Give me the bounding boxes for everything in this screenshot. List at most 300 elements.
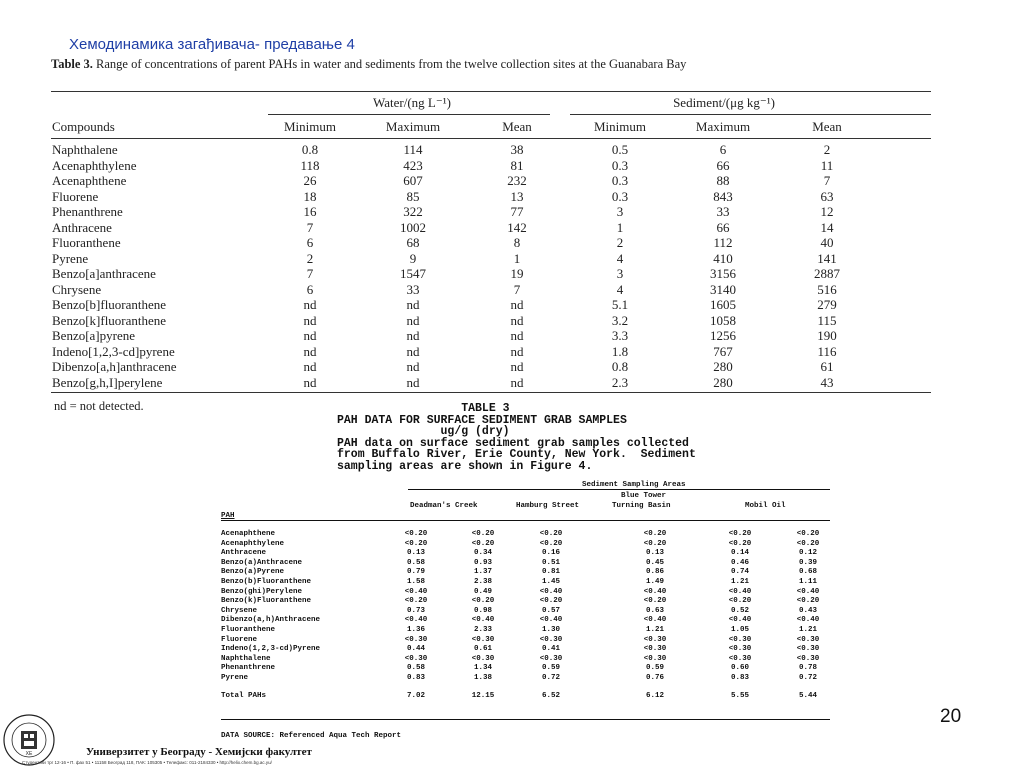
table-cell: 0.68 bbox=[798, 568, 818, 577]
table3-sediment-rule bbox=[570, 114, 931, 115]
table-cell: nd bbox=[303, 359, 317, 374]
table-cell: 68 bbox=[406, 235, 420, 250]
table-cell: 0.49 bbox=[473, 587, 493, 596]
table-cell: 114 bbox=[403, 142, 423, 157]
table-cell: 1 bbox=[513, 250, 521, 266]
table-cell: 0.52 bbox=[730, 606, 750, 615]
table-cell: 1.30 bbox=[541, 626, 561, 634]
table-row bbox=[0, 530, 1024, 540]
pah-name: Benzo(k)Fluoranthene bbox=[221, 597, 312, 606]
table3-header-rule bbox=[51, 138, 931, 139]
table-cell: 0.8 bbox=[611, 359, 629, 374]
buffalo-table-title: TABLE 3 PAH DATA FOR SURFACE SEDIMENT GRAB SAMPLES ug/g (dry) PAH data on surface sediment grab samples collected from Buffalo River, Erie County, New York. Sediment sampling areas are shown in Figure 4. bbox=[337, 402, 696, 473]
pah-name: Naphthalene bbox=[221, 654, 271, 663]
svg-text:ХЕ: ХЕ bbox=[25, 751, 33, 757]
table-cell: <0.20 bbox=[643, 539, 667, 548]
table-cell: <0.30 bbox=[796, 654, 820, 663]
table-cell: 0.3 bbox=[611, 173, 629, 188]
table-cell: 1.37 bbox=[473, 568, 493, 577]
table-cell: 12.15 bbox=[471, 692, 495, 700]
compound-name: Benzo[k]fluoranthene bbox=[52, 312, 167, 328]
table-cell: nd bbox=[406, 374, 420, 390]
pah-name: Fluorene bbox=[221, 635, 258, 644]
compound-name: Phenanthrene bbox=[52, 204, 123, 219]
table-cell: 8 bbox=[513, 235, 521, 250]
table-row bbox=[0, 359, 1024, 375]
table-cell: 0.16 bbox=[541, 549, 561, 558]
compound-name: Pyrene bbox=[52, 250, 89, 266]
table-cell: 4 bbox=[616, 250, 624, 266]
table-cell: 0.72 bbox=[541, 674, 561, 682]
pah-name: Anthracene bbox=[221, 549, 267, 558]
table-cell: 410 bbox=[713, 250, 733, 266]
table-cell: 3.3 bbox=[611, 328, 629, 343]
table-cell: 3 bbox=[616, 204, 624, 219]
table3-water-rule bbox=[268, 114, 550, 115]
table-cell: <0.40 bbox=[471, 616, 495, 625]
table-cell: nd bbox=[406, 297, 420, 312]
table-cell: 2 bbox=[306, 250, 314, 266]
pah-name: Fluoranthene bbox=[221, 626, 276, 634]
table-row bbox=[0, 655, 1024, 665]
table-cell: 1605 bbox=[710, 297, 736, 312]
table-cell: 7 bbox=[513, 281, 521, 297]
table-cell: 1256 bbox=[710, 328, 736, 343]
pah-name: Benzo(ghi)Perylene bbox=[221, 587, 303, 596]
table-cell: 0.86 bbox=[645, 568, 665, 577]
table-cell: 18 bbox=[303, 188, 317, 204]
table-cell: <0.20 bbox=[471, 530, 495, 538]
pah-name: Benzo(a)Pyrene bbox=[221, 568, 285, 577]
table-row bbox=[0, 266, 1024, 282]
table-cell: 607 bbox=[403, 173, 423, 188]
buffalo-group-header: Sediment Sampling Areas bbox=[582, 481, 686, 489]
table-cell: 142 bbox=[507, 219, 527, 235]
pah-name: Acenaphthylene bbox=[221, 539, 285, 548]
table-cell: 33 bbox=[716, 204, 730, 219]
table-cell: 0.3 bbox=[611, 188, 629, 204]
table-cell: <0.30 bbox=[404, 654, 428, 663]
table-cell: <0.20 bbox=[404, 597, 428, 606]
buffalo-site-header: Deadman's Creek bbox=[410, 502, 478, 510]
table-cell: 141 bbox=[817, 250, 837, 266]
pah-name: Acenaphthene bbox=[221, 530, 276, 538]
table-cell: 6 bbox=[306, 281, 314, 297]
table-row bbox=[0, 220, 1024, 236]
table-row bbox=[0, 540, 1024, 550]
page-number: 20 bbox=[940, 706, 962, 727]
table-cell: 11 bbox=[820, 157, 834, 173]
table-cell: 5.1 bbox=[611, 297, 629, 312]
table-cell: <0.20 bbox=[404, 539, 428, 548]
table-cell: 0.45 bbox=[645, 558, 665, 567]
table-row bbox=[0, 645, 1024, 655]
table-row bbox=[0, 588, 1024, 598]
table-row bbox=[0, 189, 1024, 205]
table-cell: <0.20 bbox=[471, 597, 495, 606]
table-cell: 1.21 bbox=[730, 578, 750, 586]
table-row bbox=[0, 297, 1024, 313]
table-cell: <0.20 bbox=[796, 530, 820, 538]
table-row bbox=[0, 204, 1024, 220]
table-cell: 843 bbox=[713, 188, 733, 204]
table-cell: 43 bbox=[820, 374, 834, 390]
table3-bottom-rule bbox=[51, 392, 931, 393]
table-cell: 0.14 bbox=[730, 549, 750, 558]
table-row bbox=[0, 328, 1024, 344]
table-cell: <0.30 bbox=[728, 635, 752, 644]
table-cell: 63 bbox=[820, 188, 834, 204]
table-row bbox=[0, 636, 1024, 646]
table-cell: 0.5 bbox=[611, 142, 629, 157]
table-cell: <0.30 bbox=[404, 635, 428, 644]
table-row bbox=[0, 597, 1024, 607]
table-cell: 116 bbox=[817, 343, 837, 359]
table-cell: 322 bbox=[403, 204, 423, 219]
table3-caption bbox=[51, 57, 686, 72]
table-cell: <0.30 bbox=[728, 654, 752, 663]
table-cell: 0.74 bbox=[730, 568, 750, 577]
table-cell: nd bbox=[510, 328, 524, 343]
table-cell: 0.57 bbox=[541, 606, 561, 615]
table-cell: 0.3 bbox=[611, 157, 629, 173]
table-cell: nd bbox=[510, 343, 524, 359]
table-cell: 232 bbox=[507, 173, 527, 188]
total-row bbox=[0, 692, 1024, 702]
table-cell: 3140 bbox=[710, 281, 736, 297]
table-cell: 423 bbox=[403, 157, 423, 173]
table-cell: 280 bbox=[713, 374, 733, 390]
table-cell: nd bbox=[406, 328, 420, 343]
table-cell: 38 bbox=[510, 142, 524, 157]
table-cell: nd bbox=[303, 374, 317, 390]
buffalo-group-rule bbox=[408, 489, 830, 490]
table-cell: 0.83 bbox=[730, 674, 750, 682]
table-cell: 0.76 bbox=[645, 674, 665, 682]
table-cell: 33 bbox=[406, 281, 420, 297]
table-cell: 6 bbox=[719, 142, 727, 157]
table-row bbox=[0, 664, 1024, 674]
table-cell: 0.13 bbox=[645, 549, 665, 558]
table-cell: 1.8 bbox=[611, 343, 629, 359]
table-cell: 2 bbox=[823, 142, 831, 157]
table-row bbox=[0, 251, 1024, 267]
table3-caption-text: Range of concentrations of parent PAHs in water and sediments from the twelve collection sites at the Guanabara Bay bbox=[92, 57, 687, 71]
buffalo-site-header: Mobil Oil bbox=[745, 502, 786, 510]
table-cell: 66 bbox=[716, 219, 730, 235]
table-cell: 6.12 bbox=[645, 692, 665, 700]
table-cell: <0.40 bbox=[539, 616, 563, 625]
table-row bbox=[0, 313, 1024, 329]
table-row bbox=[0, 235, 1024, 251]
table-cell: <0.40 bbox=[643, 616, 667, 625]
table-cell: 2.33 bbox=[473, 626, 493, 634]
compound-name: Chrysene bbox=[52, 281, 102, 297]
table-cell: <0.40 bbox=[796, 616, 820, 625]
table-cell: 0.8 bbox=[301, 142, 319, 157]
table-cell: 115 bbox=[817, 312, 837, 328]
compound-name: Benzo[a]anthracene bbox=[52, 266, 156, 281]
table-cell: 767 bbox=[713, 343, 733, 359]
table-row bbox=[0, 568, 1024, 578]
buffalo-bottom-rule bbox=[221, 719, 830, 720]
table-cell: 13 bbox=[510, 188, 524, 204]
table-cell: 1.21 bbox=[798, 626, 818, 634]
pah-name: Phenanthrene bbox=[221, 664, 276, 673]
table-cell: <0.20 bbox=[728, 530, 752, 538]
table-cell: 85 bbox=[406, 188, 420, 204]
buffalo-header-rule bbox=[221, 520, 830, 521]
pah-name: Dibenzo(a,h)Anthracene bbox=[221, 616, 321, 625]
buffalo-site-header: Hamburg Street bbox=[516, 502, 580, 510]
table-cell: nd bbox=[510, 312, 524, 328]
table-cell: 6.52 bbox=[541, 692, 561, 700]
table-cell: 0.72 bbox=[798, 674, 818, 682]
table-cell: 1.21 bbox=[645, 626, 665, 634]
table-cell: <0.20 bbox=[539, 530, 563, 538]
pah-name: Indeno(1,2,3-cd)Pyrene bbox=[221, 645, 321, 654]
table3-group-sediment: Sediment/(μg kg⁻¹) bbox=[673, 95, 775, 110]
table-cell: 0.93 bbox=[473, 558, 493, 567]
table-cell: 1.05 bbox=[730, 626, 750, 634]
table-cell: <0.30 bbox=[643, 645, 667, 654]
table-cell: 0.83 bbox=[406, 674, 426, 682]
table-cell: 0.58 bbox=[406, 558, 426, 567]
table-cell: <0.40 bbox=[404, 587, 428, 596]
compound-name: Acenaphthylene bbox=[52, 157, 137, 173]
table-cell: 7 bbox=[306, 266, 314, 281]
table-cell: 1 bbox=[616, 219, 624, 235]
table3-label: Table 3. bbox=[51, 57, 93, 71]
table-cell: <0.40 bbox=[728, 616, 752, 625]
table-row bbox=[0, 158, 1024, 174]
table-cell: 0.44 bbox=[406, 645, 426, 654]
table-cell: 1002 bbox=[400, 219, 426, 235]
table-row bbox=[0, 674, 1024, 684]
table-cell: <0.20 bbox=[539, 539, 563, 548]
table-cell: <0.30 bbox=[539, 635, 563, 644]
compound-name: Benzo[g,h,I]perylene bbox=[52, 374, 163, 390]
table-row bbox=[0, 344, 1024, 360]
table-row bbox=[0, 142, 1024, 158]
table3-footnote: nd = not detected. bbox=[54, 399, 144, 413]
table-cell: 1058 bbox=[710, 312, 736, 328]
table-cell: 3.2 bbox=[611, 312, 629, 328]
table-row bbox=[0, 282, 1024, 298]
table-cell: <0.30 bbox=[471, 654, 495, 663]
table-cell: 0.43 bbox=[798, 606, 818, 615]
table3-top-rule bbox=[51, 91, 931, 92]
table-cell: nd bbox=[510, 374, 524, 390]
table-cell: nd bbox=[303, 312, 317, 328]
table-cell: 5.44 bbox=[798, 692, 818, 700]
compound-name: Dibenzo[a,h]anthracene bbox=[52, 359, 177, 374]
pah-name: Benzo(a)Anthracene bbox=[221, 558, 303, 567]
table-cell: <0.20 bbox=[728, 597, 752, 606]
table-cell: 7 bbox=[823, 173, 831, 188]
table-row bbox=[0, 578, 1024, 588]
table-cell: 0.59 bbox=[645, 664, 665, 673]
table-cell: 190 bbox=[817, 328, 837, 343]
pah-name: Pyrene bbox=[221, 674, 249, 682]
table3-col-header: Minimum bbox=[283, 119, 337, 134]
table-cell: 19 bbox=[510, 266, 524, 281]
slide-title: Хемодинамика загађивача- предавање 4 bbox=[69, 36, 355, 53]
table-cell: 1.58 bbox=[406, 578, 426, 586]
table-cell: 1.38 bbox=[473, 674, 493, 682]
table-cell: <0.30 bbox=[471, 635, 495, 644]
table-cell: 7.02 bbox=[406, 692, 426, 700]
table-row bbox=[0, 607, 1024, 617]
table-cell: 280 bbox=[713, 359, 733, 374]
table-cell: 0.78 bbox=[798, 664, 818, 673]
table-cell: 0.12 bbox=[798, 549, 818, 558]
table-cell: <0.20 bbox=[796, 539, 820, 548]
table-cell: <0.40 bbox=[796, 587, 820, 596]
table-cell: 1.36 bbox=[406, 626, 426, 634]
buffalo-pah-header: PAH bbox=[221, 512, 235, 520]
buffalo-site-header: Blue Tower bbox=[621, 492, 667, 500]
table-cell: <0.40 bbox=[643, 587, 667, 596]
table-cell: 0.58 bbox=[406, 664, 426, 673]
table-cell: 6 bbox=[306, 235, 314, 250]
table-cell: 112 bbox=[713, 235, 733, 250]
table-cell: 66 bbox=[716, 157, 730, 173]
table-cell: 0.41 bbox=[541, 645, 561, 654]
table-cell: <0.30 bbox=[796, 635, 820, 644]
table-cell: 0.51 bbox=[541, 558, 561, 567]
table-cell: 2887 bbox=[814, 266, 840, 281]
compound-name: Fluoranthene bbox=[52, 235, 121, 250]
table-cell: <0.20 bbox=[728, 539, 752, 548]
table-cell: 3156 bbox=[710, 266, 736, 281]
compound-name: Indeno[1,2,3-cd]pyrene bbox=[52, 343, 175, 359]
table-cell: <0.20 bbox=[796, 597, 820, 606]
table-cell: 0.59 bbox=[541, 664, 561, 673]
table-cell: <0.20 bbox=[539, 597, 563, 606]
pah-name: Benzo(b)Fluoranthene bbox=[221, 578, 312, 586]
table-cell: <0.20 bbox=[471, 539, 495, 548]
table-row bbox=[0, 616, 1024, 626]
pah-name: Chrysene bbox=[221, 606, 258, 615]
compound-name: Fluorene bbox=[52, 188, 99, 204]
table-cell: 0.13 bbox=[406, 549, 426, 558]
table-cell: 118 bbox=[300, 157, 320, 173]
compound-name: Anthracene bbox=[52, 219, 112, 235]
table-cell: nd bbox=[303, 343, 317, 359]
table-cell: 61 bbox=[820, 359, 834, 374]
table-cell: nd bbox=[510, 359, 524, 374]
table3-col-header: Mean bbox=[812, 119, 842, 134]
table-row bbox=[0, 173, 1024, 189]
table-cell: 279 bbox=[817, 297, 837, 312]
table-cell: 516 bbox=[817, 281, 837, 297]
table-cell: <0.30 bbox=[796, 645, 820, 654]
table-cell: 1547 bbox=[400, 266, 426, 281]
buffalo-site-header: Turning Basin bbox=[612, 502, 671, 510]
table-cell: <0.40 bbox=[539, 587, 563, 596]
table-cell: 9 bbox=[409, 250, 417, 266]
table-cell: 1.45 bbox=[541, 578, 561, 586]
table3-col-header: Minimum bbox=[593, 119, 647, 134]
table-row bbox=[0, 375, 1024, 391]
table-cell: 26 bbox=[303, 173, 317, 188]
table-cell: 1.11 bbox=[798, 578, 818, 586]
table3-col-header: Mean bbox=[502, 119, 532, 134]
table-cell: 0.60 bbox=[730, 664, 750, 673]
table-cell: 0.39 bbox=[798, 558, 818, 567]
table-cell: 77 bbox=[510, 204, 524, 219]
table-cell: <0.20 bbox=[404, 530, 428, 538]
table3-col-header: Maximum bbox=[385, 119, 441, 134]
compound-name: Naphthalene bbox=[52, 142, 118, 157]
table-cell: nd bbox=[406, 312, 420, 328]
university-address: Студентски трг 12-16 • П. фах 51 • 11158 Београд 118, ПАК: 105305 • Телефакс: 011-2184330 • http://helix.chem.bg.ac.yu/ bbox=[22, 760, 272, 765]
table-cell: nd bbox=[303, 297, 317, 312]
table-cell: nd bbox=[406, 343, 420, 359]
table-row bbox=[0, 549, 1024, 559]
table-cell: 5.55 bbox=[730, 692, 750, 700]
table-cell: 40 bbox=[820, 235, 834, 250]
table-cell: 0.61 bbox=[473, 645, 493, 654]
table3-col-header: Maximum bbox=[695, 119, 751, 134]
compound-name: Benzo[a]pyrene bbox=[52, 328, 136, 343]
compound-name: Acenaphthene bbox=[52, 173, 127, 188]
table-cell: 2.38 bbox=[473, 578, 493, 586]
table-cell: 0.81 bbox=[541, 568, 561, 577]
table-cell: 2 bbox=[616, 235, 624, 250]
university-name: Универзитет у Београду - Хемијски факултет bbox=[86, 746, 312, 758]
table-cell: <0.40 bbox=[728, 587, 752, 596]
table-cell: 16 bbox=[303, 204, 317, 219]
table-row bbox=[0, 626, 1024, 636]
table-row bbox=[0, 559, 1024, 569]
table-cell: nd bbox=[303, 328, 317, 343]
table3-compounds-header: Compounds bbox=[52, 119, 115, 134]
table-cell: 7 bbox=[306, 219, 314, 235]
table-cell: 2.3 bbox=[611, 374, 629, 390]
table-cell: 0.98 bbox=[473, 606, 493, 615]
table-cell: 0.79 bbox=[406, 568, 426, 577]
table3-group-water: Water/(ng L⁻¹) bbox=[373, 95, 451, 110]
table-cell: 1.34 bbox=[473, 664, 493, 673]
table-cell: 14 bbox=[820, 219, 834, 235]
table-cell: 0.63 bbox=[645, 606, 665, 615]
table-cell: <0.40 bbox=[404, 616, 428, 625]
table-cell: <0.20 bbox=[643, 530, 667, 538]
university-seal-icon bbox=[2, 713, 56, 767]
table-cell: 0.46 bbox=[730, 558, 750, 567]
table-cell: <0.30 bbox=[643, 654, 667, 663]
table-cell: nd bbox=[406, 359, 420, 374]
table-cell: 0.34 bbox=[473, 549, 493, 558]
table-cell: <0.30 bbox=[728, 645, 752, 654]
pah-name: Total PAHs bbox=[221, 692, 267, 700]
table-cell: 88 bbox=[716, 173, 730, 188]
table-cell: <0.30 bbox=[539, 654, 563, 663]
table-cell: nd bbox=[510, 297, 524, 312]
table-cell: <0.30 bbox=[643, 635, 667, 644]
table-cell: 3 bbox=[616, 266, 624, 281]
table-cell: 4 bbox=[616, 281, 624, 297]
buffalo-data-source: DATA SOURCE: Referenced Aqua Tech Report bbox=[221, 732, 402, 740]
table-cell: 12 bbox=[820, 204, 834, 219]
compound-name: Benzo[b]fluoranthene bbox=[52, 297, 167, 312]
table-cell: <0.20 bbox=[643, 597, 667, 606]
table-cell: 81 bbox=[510, 157, 524, 173]
table-cell: 0.73 bbox=[406, 606, 426, 615]
table-cell: 1.49 bbox=[645, 578, 665, 586]
